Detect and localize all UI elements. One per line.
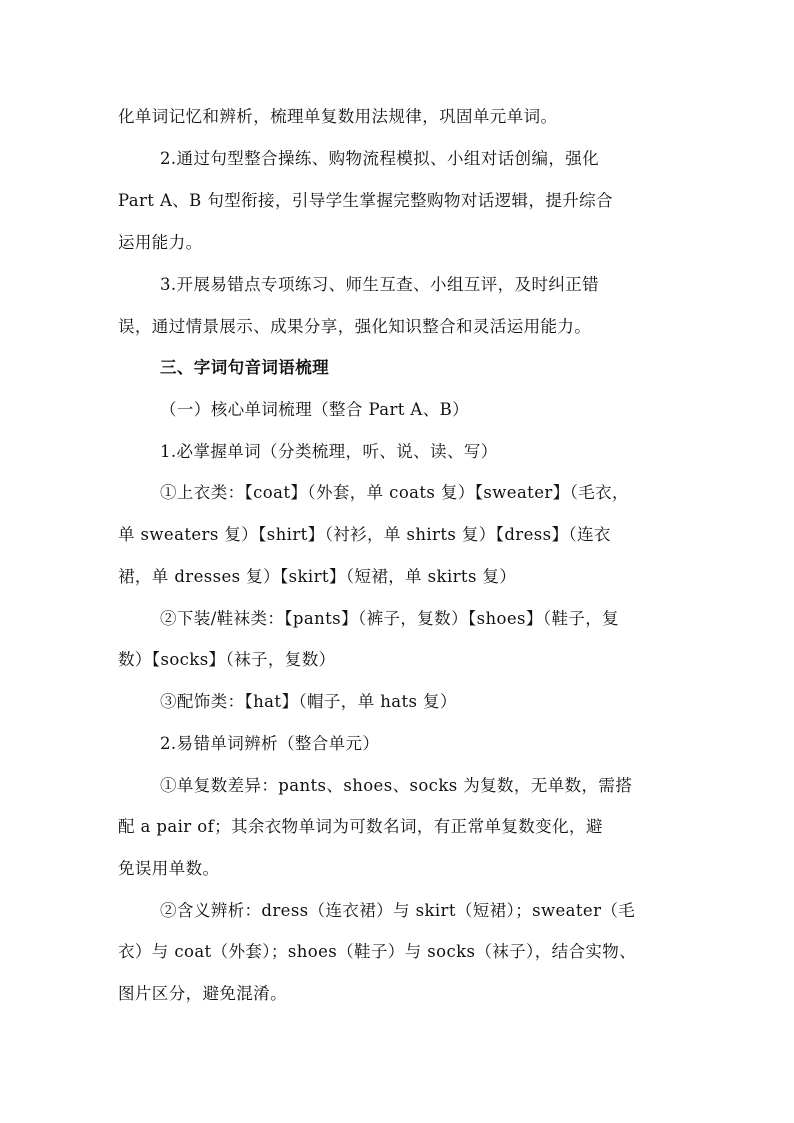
text-line-17: ①单复数差异：pants、shoes、socks 为复数，无单数，需搭 [160, 776, 633, 795]
text-line-16: 2.易错单词辨析（整合单元） [160, 734, 380, 753]
text-line-19: 免误用单数。 [118, 859, 220, 878]
text-line-12: 裙，单 dresses 复）【skirt】（短裙，单 skirts 复） [118, 567, 517, 586]
text-line-4: 运用能力。 [118, 233, 203, 252]
text-line-21: 衣）与 coat（外套）；shoes（鞋子）与 socks（袜子），结合实物、 [118, 942, 637, 961]
text-line-9: 1.必掌握单词（分类梳理，听、说、读、写） [160, 442, 498, 461]
text-line-2: 2.通过句型整合操练、购物流程模拟、小组对话创编，强化 [160, 149, 600, 168]
text-line-20: ②含义辨析：dress（连衣裙）与 skirt（短裙）；sweater（毛 [160, 901, 636, 920]
text-line-6: 误，通过情景展示、成果分享，强化知识整合和灵活运用能力。 [118, 317, 592, 336]
section-heading: 三、字词句音词语梳理 [160, 358, 329, 377]
text-line-15: ③配饰类：【hat】（帽子，单 hats 复） [160, 692, 457, 711]
text-line-18: 配 a pair of；其余衣物单词为可数名词，有正常单复数变化，避 [118, 817, 603, 836]
text-line-14: 数）【socks】（袜子，复数） [118, 650, 336, 669]
text-line-1: 化单词记忆和辨析，梳理单复数用法规律，巩固单元单词。 [118, 107, 558, 126]
text-line-13: ②下装/鞋袜类：【pants】（裤子，复数）【shoes】（鞋子，复 [160, 609, 620, 628]
text-line-10: ①上衣类：【coat】（外套，单 coats 复）【sweater】（毛衣， [160, 483, 629, 502]
text-line-3: Part A、B 句型衔接，引导学生掌握完整购物对话逻辑，提升综合 [118, 191, 613, 210]
text-line-11: 单 sweaters 复）【shirt】（衬衫，单 shirts 复）【dress】（连衣 [118, 525, 611, 544]
text-line-22: 图片区分，避免混淆。 [118, 984, 287, 1003]
subsection-heading: （一）核心单词梳理（整合 Part A、B） [160, 400, 470, 419]
text-line-5: 3.开展易错点专项练习、师生互查、小组互评，及时纠正错 [160, 275, 600, 294]
